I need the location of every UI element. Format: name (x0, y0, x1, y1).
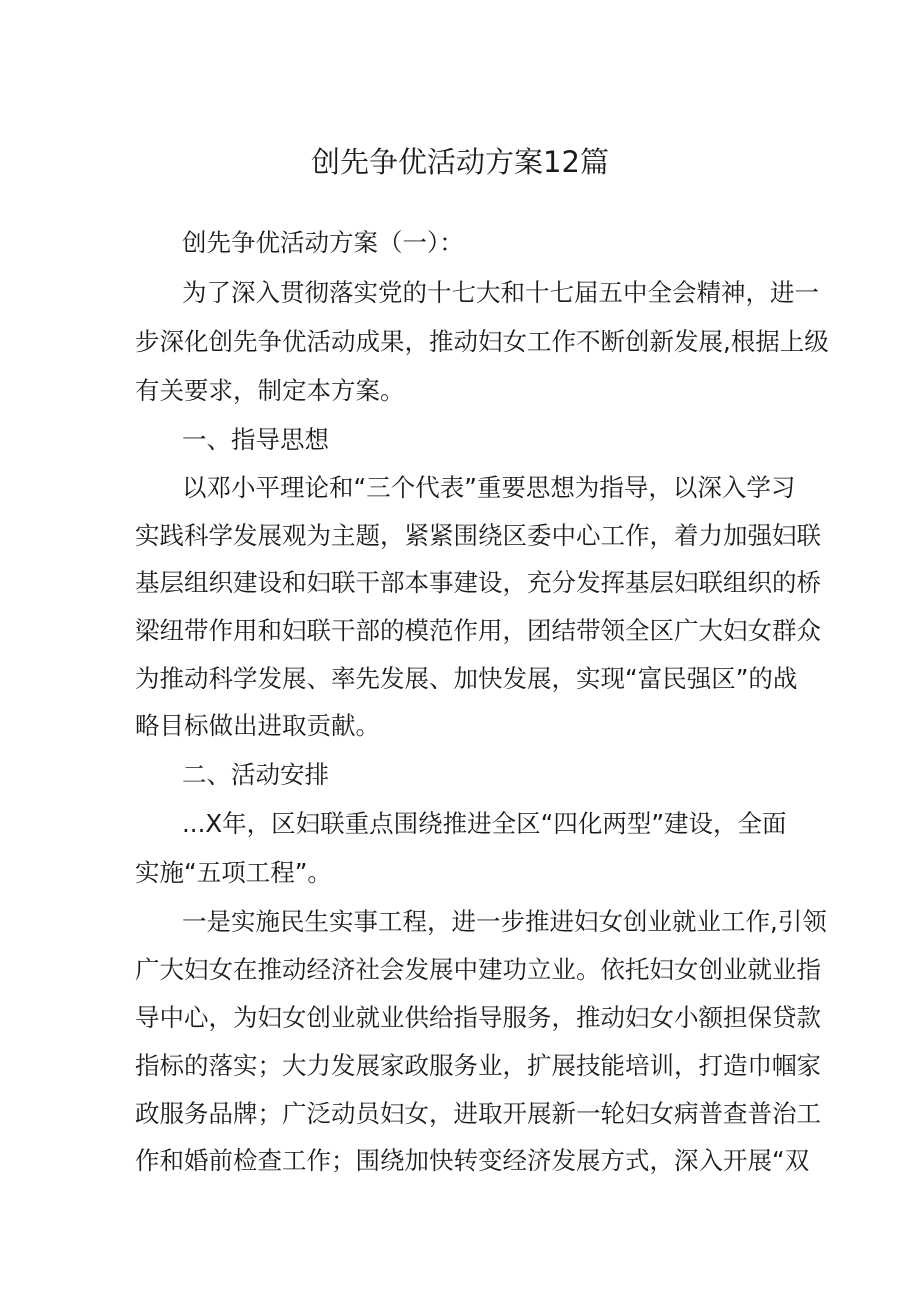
paragraph-line: 步深化创先争优活动成果，推动妇女工作不断创新发展,根据上级 (135, 327, 829, 356)
paragraph-line: 梁纽带作用和妇联干部的模范作用，团结带领全区广大妇女群众 (135, 616, 821, 645)
paragraph-line: 基层组织建设和妇联干部本事建设，充分发挥基层妇联组织的桥 (135, 568, 821, 597)
paragraph-line: 一是实施民生实事工程，进一步推进妇女创业就业工作,引领 (182, 907, 827, 936)
paragraph-line: 指标的落实；大力发展家政服务业，扩展技能培训，打造巾帼家 (135, 1051, 821, 1080)
heading-activity-arrangement: 二、活动安排 (182, 760, 329, 789)
paragraph-line: ...X年，区妇联重点围绕推进全区“四化两型”建设，全面 (182, 809, 787, 838)
paragraph-line: 作和婚前检查工作；围绕加快转变经济发展方式，深入开展“双 (135, 1146, 810, 1175)
paragraph-line: 实施“五项工程”。 (135, 858, 332, 887)
paragraph-line: 为了深入贯彻落实党的十七大和十七届五中全会精神，进一 (182, 278, 819, 307)
paragraph-line: 有关要求，制定本方案。 (135, 376, 405, 405)
heading-guiding-ideology: 一、指导思想 (182, 425, 329, 454)
paragraph-line: 导中心，为妇女创业就业供给指导服务，推动妇女小额担保贷款 (135, 1003, 821, 1032)
paragraph-line: 广大妇女在推动经济社会发展中建功立业。依托妇女创业就业指 (135, 955, 821, 984)
paragraph-line: 为推动科学发展、率先发展、加快发展，实现“富民强区”的战 (135, 664, 798, 693)
paragraph-line: 略目标做出进取贡献。 (135, 711, 380, 740)
paragraph-line: 政服务品牌；广泛动员妇女，进取开展新一轮妇女病普查普治工 (135, 1099, 821, 1128)
section-heading: 创先争优活动方案（一）： (182, 228, 464, 257)
document-title: 创先争优活动方案12篇 (311, 145, 609, 179)
paragraph-line: 以邓小平理论和“三个代表”重要思想为指导，以深入学习 (182, 473, 796, 502)
paragraph-line: 实践科学发展观为主题，紧紧围绕区委中心工作，着力加强妇联 (135, 521, 821, 550)
